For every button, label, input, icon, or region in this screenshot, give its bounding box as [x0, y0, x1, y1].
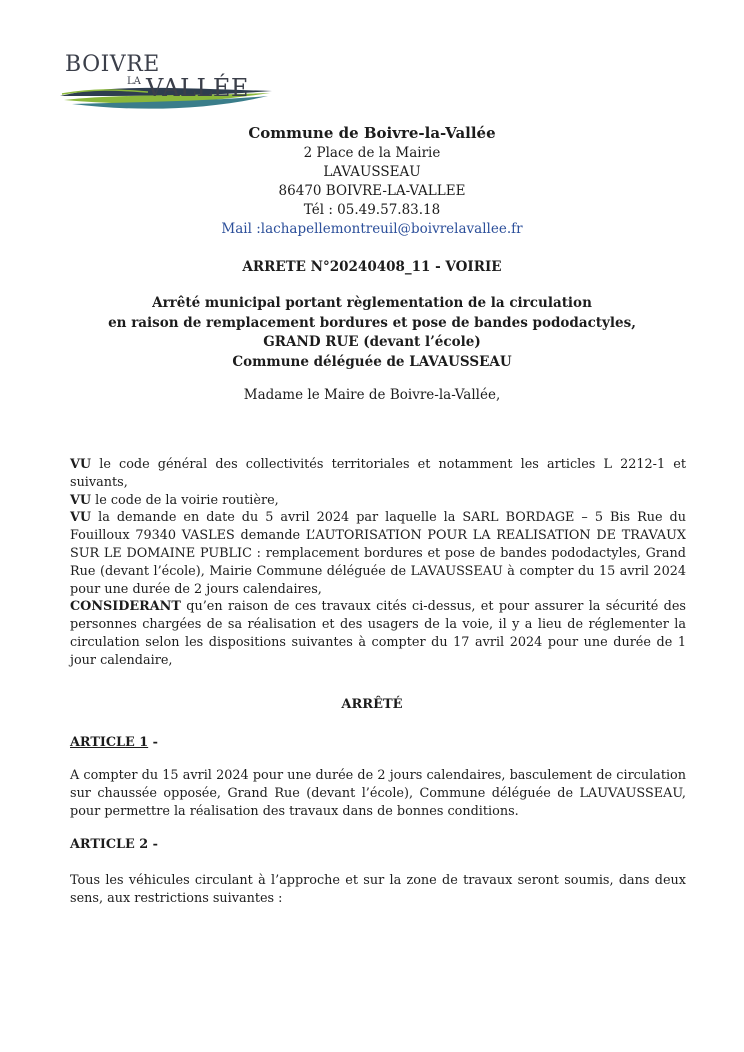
article-2-title [70, 837, 158, 852]
visa-paragraph [70, 492, 686, 510]
letterhead [150, 124, 594, 239]
arrete-title [70, 294, 674, 372]
visa-paragraph [70, 456, 686, 492]
title-line-1: Arrêté municipal portant règlementation de la circulation [152, 295, 592, 311]
visa-text: le code général des collectivités territoriales et notamment les articles L 2212-1 et suivants, [70, 457, 686, 490]
visa-text: le code de la voirie routière, [91, 492, 279, 508]
article-2-label: ARTICLE 2 [70, 837, 149, 852]
visa-text: la demande en date du 5 avril 2024 par laquelle la SARL BORDAGE – 5 Bis Rue du Fouilloux 79340 VASLES demande L’AUTORISATION POUR LA REALISATION DE TRAVAUX SUR LE DOMAINE PUBLIC : remplacement bordures et pose de bandes pododactyles, Grand Rue (devant l’école), Mairie Commune déléguée de LAVAUSSEAU à compter du 15 avril 2024 pour une durée de 2 jours calendaires, [70, 510, 686, 597]
phone-number: Tél : 05.49.57.83.18 [303, 202, 441, 218]
logo-word-boivre: BOIVRE [65, 52, 160, 77]
visa-paragraph [70, 509, 686, 598]
visa-label: VU [70, 457, 92, 472]
logo-word-la: LA [127, 76, 141, 87]
visas-section [70, 456, 686, 670]
address-line-1: 2 Place de la Mairie [303, 145, 441, 161]
logo-word-vallee: VALLÉE [146, 74, 249, 102]
commune-logo [58, 44, 280, 128]
article-1-body: A compter du 15 avril 2024 pour une durée de 2 jours calendaires, basculement de circulation sur chaussée opposée, Grand Rue (devant l’école), Commune déléguée de LAUVAUSSEAU, pour permettre la réalisation des travaux dans de bonnes conditions. [70, 768, 686, 819]
considerant-label: CONSIDERANT [70, 599, 181, 615]
title-line-3: GRAND RUE (devant l’école) [263, 334, 481, 350]
commune-name: Commune de Boivre-la-Vallée [248, 124, 496, 142]
email-link[interactable]: Mail :lachapellemontreuil@boivrelavallee.fr [221, 221, 523, 237]
maire-line: Madame le Maire de Boivre-la-Vallée, [243, 387, 501, 403]
article-2-dash: - [148, 837, 158, 852]
address-line-3: 86470 BOIVRE-LA-VALLEE [278, 183, 466, 199]
title-line-4: Commune déléguée de LAVAUSSEAU [232, 353, 512, 370]
title-line-2: en raison de remplacement bordures et pose de bandes pododactyles, [108, 314, 636, 331]
considerant-paragraph [70, 598, 686, 669]
visa-label: VU [70, 510, 92, 526]
article-1-title [70, 735, 158, 750]
article-2-body: Tous les véhicules circulant à l’approche et sur la zone de travaux seront soumis, dans deux sens, aux restrictions suivantes : [70, 873, 686, 906]
article-1-label: ARTICLE 1 [70, 735, 149, 750]
arrete-heading: ARRÊTÉ [341, 697, 403, 712]
article-1-dash: - [148, 735, 158, 750]
visa-label: VU [70, 492, 92, 508]
address-line-2: LAVAUSSEAU [323, 164, 421, 180]
arrete-number: ARRETE N°20240408_11 - VOIRIE [242, 259, 502, 275]
considerant-text: qu’en raison de ces travaux cités ci-dessus, et pour assurer la sécurité des personnes chargées de sa réalisation et des usagers de la voie, il y a lieu de réglementer la circulation selon les dispositions suivantes à compter du 17 avril 2024 pour une durée de 1 jour calendaire, [70, 599, 686, 668]
